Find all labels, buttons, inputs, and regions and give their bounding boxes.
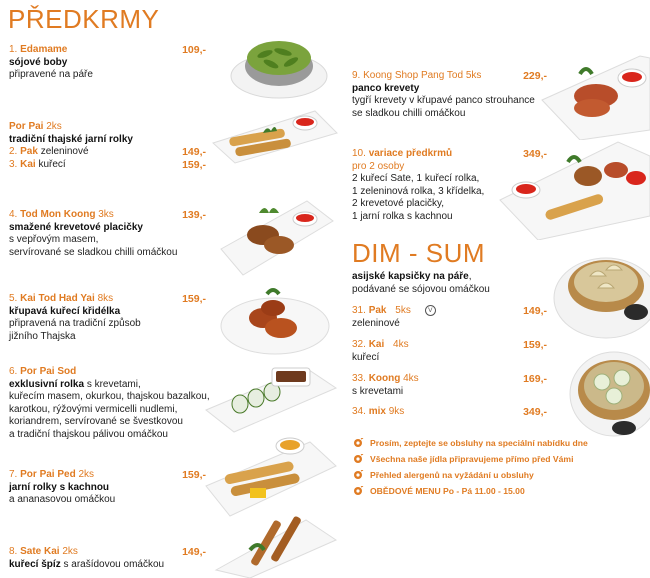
price-koong-shop-pang-tod: 229,-: [523, 70, 547, 82]
price-sate-kai: 149,-: [182, 546, 206, 558]
vegetarian-icon: V: [425, 305, 436, 316]
price-dimsum-kai: 159,-: [523, 339, 547, 351]
chili-note-icon: [352, 438, 364, 448]
dimsum-item-pak: 31. Pak 5ks V zeleninové: [352, 305, 552, 330]
note-prepared-fresh: Všechna naše jídla připravujeme přímo před Vámi: [352, 454, 573, 464]
price-por-pai-ped: 159,-: [182, 469, 206, 481]
spring-rolls-photo: [205, 103, 340, 165]
price-kai-tod-had-yai: 159,-: [182, 293, 206, 305]
price-por-pai-pak: 149,-: [182, 146, 206, 158]
price-dimsum-pak: 149,-: [523, 305, 547, 317]
note-allergens: Přehled alergenů na vyžádání u obsluhy: [352, 470, 534, 480]
menu-item-por-pai-ped: 7. Por Pai Ped 2ks jarní rolky s kachnou a ananasovou omáčkou: [9, 469, 116, 505]
note-special-offer: Prosím, zeptejte se obsluhy na speciální nabídku dne: [352, 438, 588, 448]
dimsum-item-koong: 33. Koong 4ks s krevetami: [352, 373, 419, 397]
menu-item-edamame: 1. Edamame sójové boby připravené na páře: [9, 44, 93, 80]
section-title-dimsum: DIM - SUM: [352, 238, 486, 268]
section-title-predkrmy: PŘEDKRMY: [8, 4, 160, 34]
chili-note-icon: [352, 486, 364, 496]
menu-item-variace-predkrmu: 10. variace předkrmů pro 2 osoby 2 kuřecí Sate, 1 kuřecí rolka, 1 zeleninová rolka, 3 křídelka, 2 krevetové placičky, 1 jarní rolka s kachnou: [352, 148, 485, 222]
price-dimsum-koong: 169,-: [523, 373, 547, 385]
appetizer-variation-photo: [498, 140, 650, 240]
price-variace-predkrmu: 349,-: [523, 148, 547, 160]
chicken-wings-photo: [215, 280, 335, 360]
note-lunch-menu: OBĚDOVÉ MENU Po - Pá 11.00 - 15.00: [352, 486, 525, 496]
panco-shrimp-photo: [540, 50, 650, 140]
dimsum-item-kai: 32. Kai 4ks kuřecí: [352, 339, 409, 363]
dimsum-basket-photo: [550, 240, 650, 340]
price-tod-mon-koong: 139,-: [182, 209, 206, 221]
menu-item-tod-mon-koong: 4. Tod Mon Koong 3ks smažené krevetové placičky s vepřovým masem, servírované se sladkou chilli omáčkou: [9, 209, 178, 258]
menu-item-por-pai-sod: 6. Por Pai Sod exklusivní rolka s krevetami, kuřecím masem, okurkou, thajskou bazalkou, karotkou, rýžovými vermicelli nudlemi, koriandrem, servírované se švestkovou a tradiční thajskou pálivou omáčkou: [9, 366, 210, 440]
dimsum-intro: asijské kapsičky na páře, podávané se sójovou omáčkou: [352, 271, 490, 295]
sate-photo: [210, 510, 340, 578]
chili-note-icon: [352, 470, 364, 480]
fresh-rolls-photo: [200, 362, 340, 434]
dimsum-item-mix: 34. mix 9ks: [352, 406, 405, 417]
chili-note-icon: [352, 454, 364, 464]
menu-item-por-pai: Por Pai 2ks tradiční thajské jarní rolky 2. Pak zeleninové 3. Kai kuřecí: [9, 121, 133, 170]
edamame-photo: [225, 18, 333, 102]
menu-item-kai-tod-had-yai: 5. Kai Tod Had Yai 8ks křupavá kuřecí křidélka připravená na tradiční způsob jižního Thajska: [9, 293, 141, 342]
fish-cakes-photo: [215, 195, 335, 277]
price-dimsum-mix: 349,-: [523, 406, 547, 418]
menu-item-koong-shop-pang-tod: 9. Koong Shop Pang Tod 5ks panco krevety tygří krevety v křupavé panco strouhance se sladkou chilli omáčkou: [352, 70, 535, 119]
price-edamame: 109,-: [182, 44, 206, 56]
menu-item-sate-kai: 8. Sate Kai 2ks kuřecí špíz s arašídovou omáčkou: [9, 546, 165, 570]
duck-rolls-photo: [200, 432, 340, 522]
dimsum-mix-photo: [562, 344, 650, 444]
price-por-pai-kai: 159,-: [182, 159, 206, 171]
